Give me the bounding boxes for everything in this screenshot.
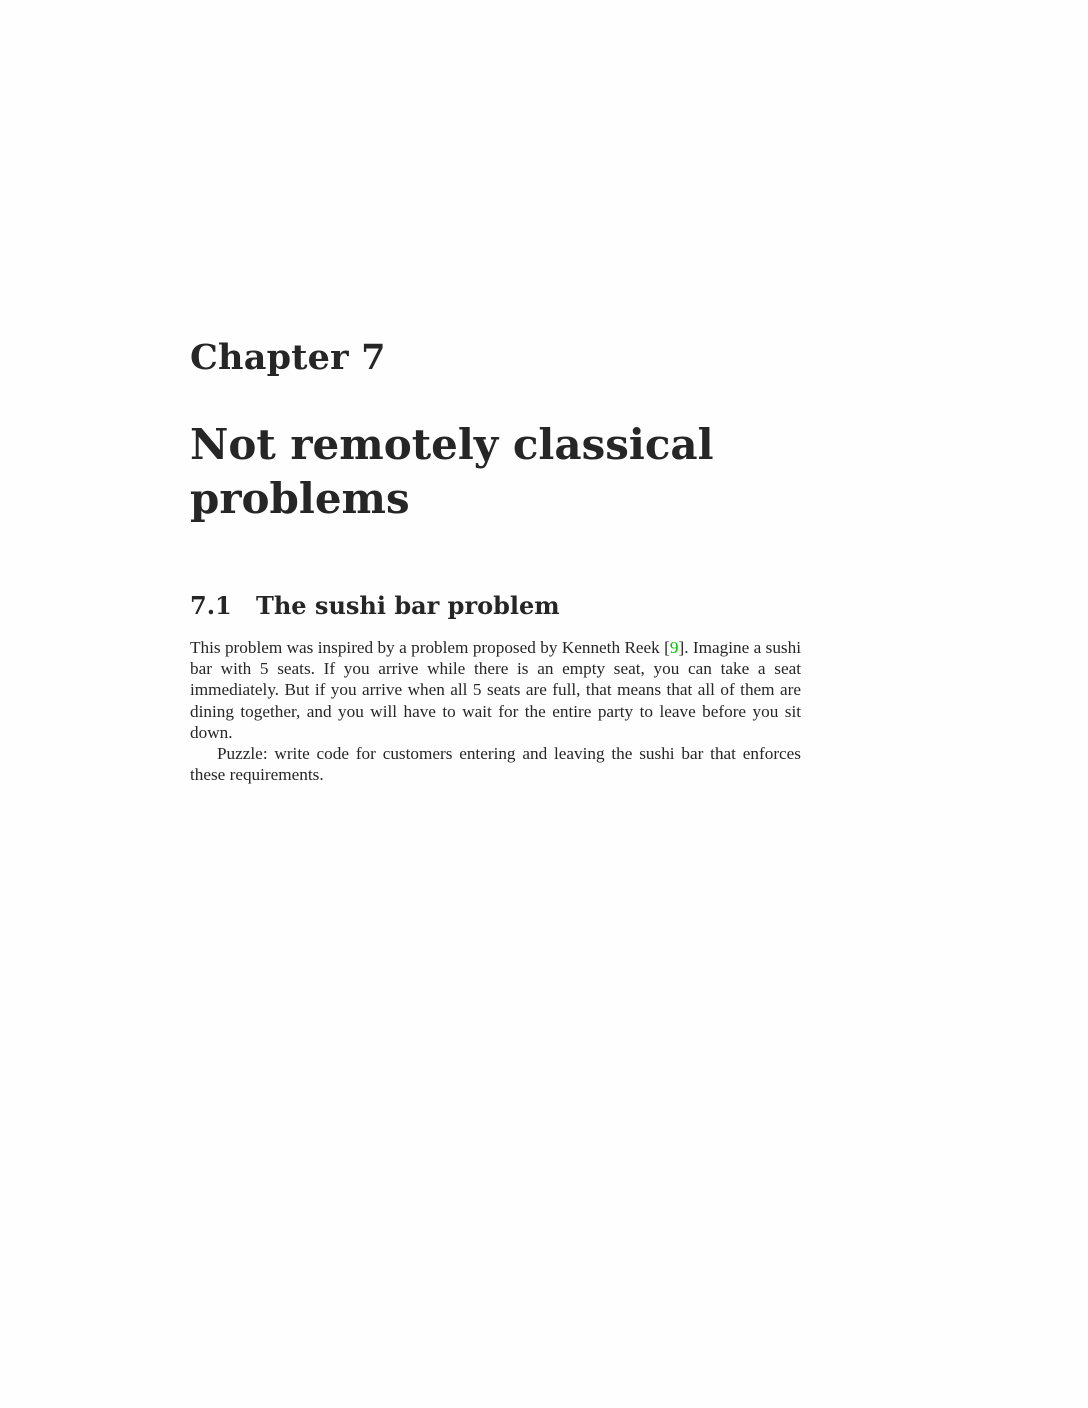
paragraph-intro — [190, 637, 801, 743]
section-body — [190, 637, 801, 785]
chapter-label: Chapter 7 — [190, 337, 386, 378]
section-number: 7.1 — [190, 591, 232, 620]
paragraph-intro-text-start: This problem was inspired by a problem proposed by Kenneth Reek [ — [190, 638, 670, 657]
chapter-title: Not remotely classical problems — [190, 420, 714, 523]
paragraph-puzzle: Puzzle: write code for customers entering and leaving the sushi bar that enforces these requirements. — [190, 744, 801, 785]
citation-link[interactable]: 9 — [669, 638, 679, 657]
paragraph-intro-text-end: ]. Imagine a sushi bar with 5 seats. If you arrive while there is an empty seat, you can take a seat immediately. But if you arrive when all 5 seats are full, that means that all of them are dining together, and you will have to wait for the entire party to leave before you sit down. — [190, 638, 801, 742]
section-title: The sushi bar problem — [256, 591, 560, 620]
section-heading — [190, 590, 560, 622]
